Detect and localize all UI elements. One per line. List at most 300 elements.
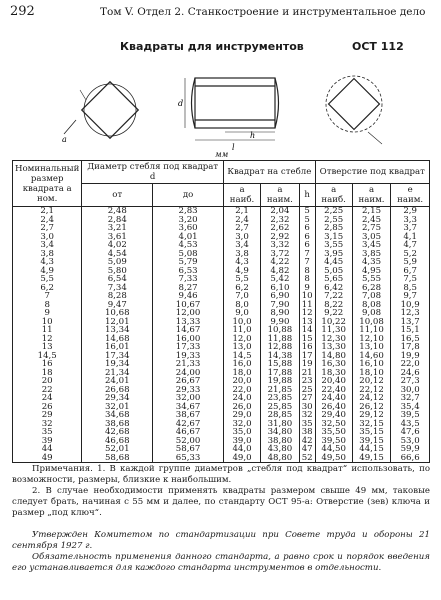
header-from: от xyxy=(82,184,153,207)
table-cell: 10,68 xyxy=(82,309,153,318)
table-cell: 8,5 xyxy=(391,284,430,293)
table-cell: 47 xyxy=(299,445,315,454)
table-cell: 2,15 xyxy=(352,207,391,216)
table-cell: 43,80 xyxy=(261,445,300,454)
table-cell: 10,08 xyxy=(352,318,391,327)
table-cell: 6,90 xyxy=(261,292,300,301)
table-cell: 2,62 xyxy=(261,224,300,233)
table-cell: 34,68 xyxy=(82,411,153,420)
table-cell: 49,0 xyxy=(223,454,260,463)
table-cell: 20,40 xyxy=(315,377,352,386)
table-cell: 7,90 xyxy=(261,301,300,310)
table-cell: 16,01 xyxy=(82,343,153,352)
table-cell: 13 xyxy=(299,318,315,327)
table-cell: 26,68 xyxy=(82,386,153,395)
table-cell: 13,34 xyxy=(82,326,153,335)
table-cell: 3,4 xyxy=(13,241,82,250)
table-cell: 6 xyxy=(299,233,315,242)
table-cell: 21,34 xyxy=(82,369,153,378)
running-title: Том V. Отдел 2. Станкостроение и инструментальное дело xyxy=(100,6,426,18)
table-cell: 32,01 xyxy=(82,403,153,412)
table-cell: 29 xyxy=(13,411,82,420)
table-cell: 9 xyxy=(299,284,315,293)
table-cell: 24,40 xyxy=(315,394,352,403)
table-cell: 53,0 xyxy=(391,437,430,446)
table-cell: 7,08 xyxy=(352,292,391,301)
table-cell: 4,22 xyxy=(261,258,300,267)
table-cell: 14 xyxy=(299,326,315,335)
table-cell: 39 xyxy=(13,437,82,446)
table-cell: 5,09 xyxy=(82,258,153,267)
table-cell: 38 xyxy=(299,428,315,437)
table-cell: 4,54 xyxy=(82,250,153,259)
table-cell: 2,9 xyxy=(391,207,430,216)
table-cell: 19,88 xyxy=(261,377,300,386)
table-cell: 3,4 xyxy=(223,241,260,250)
table-cell: 14,38 xyxy=(261,352,300,361)
table-cell: 35,50 xyxy=(315,428,352,437)
table-cell: 14,67 xyxy=(153,326,224,335)
table-cell: 2,4 xyxy=(13,216,82,225)
table-cell: 12 xyxy=(299,309,315,318)
table-cell: 11,30 xyxy=(315,326,352,335)
table-cell: 17 xyxy=(299,352,315,361)
table-cell: 29,0 xyxy=(223,411,260,420)
header-e-min: e наим. xyxy=(391,184,430,207)
table-cell: 13,7 xyxy=(391,318,430,327)
table-cell: 2,83 xyxy=(153,207,224,216)
table-cell: 6,42 xyxy=(315,284,352,293)
table-cell: 10,9 xyxy=(391,301,430,310)
table-cell: 12,00 xyxy=(153,309,224,318)
table-cell: 13,33 xyxy=(153,318,224,327)
table-cell: 3,20 xyxy=(153,216,224,225)
table-cell: 3,3 xyxy=(391,216,430,225)
table-body xyxy=(13,207,430,463)
table-cell: 5,42 xyxy=(261,275,300,284)
table-cell: 2,1 xyxy=(223,207,260,216)
table-cell: 13,30 xyxy=(315,343,352,352)
table-cell: 11,88 xyxy=(261,335,300,344)
table-cell: 44,0 xyxy=(223,445,260,454)
technical-drawing xyxy=(0,60,441,152)
table-cell: 47,6 xyxy=(391,428,430,437)
table-cell: 9,46 xyxy=(153,292,224,301)
table-cell: 52 xyxy=(299,454,315,463)
table-cell: 5 xyxy=(299,216,315,225)
document-title: Квадраты для инструментов xyxy=(120,40,304,53)
table-cell: 3,55 xyxy=(315,241,352,250)
table-cell: 12,88 xyxy=(261,343,300,352)
table-cell: 4,7 xyxy=(391,241,430,250)
table-cell: 25 xyxy=(299,386,315,395)
table-cell: 4,9 xyxy=(223,267,260,276)
table-cell: 9,08 xyxy=(352,309,391,318)
table-cell: 34,67 xyxy=(153,403,224,412)
header-square-on-stem: Квадрат на стебле xyxy=(223,161,315,184)
table-cell: 8 xyxy=(299,275,315,284)
table-cell: 39,50 xyxy=(315,437,352,446)
table-cell: 7,33 xyxy=(153,275,224,284)
table-cell: 32,50 xyxy=(315,420,352,429)
table-cell: 49 xyxy=(13,454,82,463)
table-cell: 8,28 xyxy=(82,292,153,301)
table-cell: 5 xyxy=(299,207,315,216)
table-cell: 8 xyxy=(13,301,82,310)
table-cell: 22,12 xyxy=(352,386,391,395)
table-cell: 19,9 xyxy=(391,352,430,361)
table-cell: 7,0 xyxy=(223,292,260,301)
table-cell: 7 xyxy=(299,250,315,259)
table-cell: 5,05 xyxy=(315,267,352,276)
table-cell: 4,45 xyxy=(315,258,352,267)
table-cell: 5,79 xyxy=(153,258,224,267)
table-cell: 35,4 xyxy=(391,403,430,412)
table-cell: 17,34 xyxy=(82,352,153,361)
table-cell: 43,5 xyxy=(391,420,430,429)
table-cell: 24,12 xyxy=(352,394,391,403)
table-cell: 5,9 xyxy=(391,258,430,267)
table-cell: 4,95 xyxy=(352,267,391,276)
table-cell: 14,60 xyxy=(352,352,391,361)
table-cell: 2,7 xyxy=(13,224,82,233)
table-cell: 9,90 xyxy=(261,318,300,327)
table-cell: 22,0 xyxy=(223,386,260,395)
header-to: до xyxy=(153,184,224,207)
table-cell: 7 xyxy=(13,292,82,301)
table-cell: 16,5 xyxy=(391,335,430,344)
table-cell: 7,5 xyxy=(391,275,430,284)
table-cell: 4,02 xyxy=(82,241,153,250)
header-square-a-max: a наиб. xyxy=(223,184,260,207)
table-cell: 27 xyxy=(299,394,315,403)
table-cell: 48,80 xyxy=(261,454,300,463)
table-cell: 22 xyxy=(13,386,82,395)
table-cell: 7,34 xyxy=(82,284,153,293)
header-socket-hole: Отверстие под квадрат xyxy=(315,161,429,184)
label-l: l xyxy=(232,143,235,152)
label-d: d xyxy=(178,99,184,108)
table-cell: 29,12 xyxy=(352,411,391,420)
table-cell: 2,84 xyxy=(82,216,153,225)
label-h: h xyxy=(250,131,256,140)
table-cell: 3,45 xyxy=(352,241,391,250)
table-cell: 5,80 xyxy=(82,267,153,276)
table-cell: 30 xyxy=(299,403,315,412)
table-cell: 32,0 xyxy=(223,420,260,429)
table-cell: 13,0 xyxy=(223,343,260,352)
table-cell: 26,67 xyxy=(153,377,224,386)
table-cell: 3,8 xyxy=(223,250,260,259)
table-cell: 35 xyxy=(299,420,315,429)
table-cell: 26 xyxy=(13,403,82,412)
table-cell: 16 xyxy=(299,343,315,352)
note-1: Примечания. 1. В каждой группе диаметров „стебля под квадрат“ использовать, по возможности, размеры, близкие к наибольшим. xyxy=(12,464,430,485)
table-row xyxy=(13,454,430,463)
table-cell: 42,68 xyxy=(82,428,153,437)
table-cell: 46,68 xyxy=(82,437,153,446)
header-stem-diameter: Диаметр стебля под квадрат d xyxy=(82,161,224,184)
table-cell: 66,6 xyxy=(391,454,430,463)
header-square-a-min: a наим. xyxy=(261,184,300,207)
table-cell: 6,53 xyxy=(153,267,224,276)
table-cell: 32 xyxy=(13,420,82,429)
table-cell: 20,0 xyxy=(223,377,260,386)
table-cell: 35,0 xyxy=(223,428,260,437)
table-cell: 3,32 xyxy=(261,241,300,250)
table-cell: 3,85 xyxy=(352,250,391,259)
table-cell: 42 xyxy=(299,437,315,446)
table-cell: 6,7 xyxy=(391,267,430,276)
table-cell: 27,3 xyxy=(391,377,430,386)
table-cell: 22,40 xyxy=(315,386,352,395)
table-cell: 2,48 xyxy=(82,207,153,216)
table-cell: 13,10 xyxy=(352,343,391,352)
socket-section-view xyxy=(326,76,382,144)
table-cell: 10 xyxy=(299,292,315,301)
table-cell: 5,2 xyxy=(391,250,430,259)
table-cell: 10 xyxy=(13,318,82,327)
table-cell: 2,4 xyxy=(223,216,260,225)
table-cell: 59,9 xyxy=(391,445,430,454)
table-cell: 4,35 xyxy=(352,258,391,267)
table-cell: 21,33 xyxy=(153,360,224,369)
table-cell: 7,22 xyxy=(315,292,352,301)
table-cell: 46,67 xyxy=(153,428,224,437)
table-cell: 19,33 xyxy=(153,352,224,361)
table-cell: 8,90 xyxy=(261,309,300,318)
table-cell: 32,7 xyxy=(391,394,430,403)
square-section-view xyxy=(64,82,138,139)
table-cell: 35,15 xyxy=(352,428,391,437)
table-cell: 6 xyxy=(299,241,315,250)
header-nominal-size: Номинальный размер квадрата a ном. xyxy=(13,161,82,207)
table-cell: 38,67 xyxy=(153,411,224,420)
table-cell: 16,10 xyxy=(352,360,391,369)
table-cell: 9,0 xyxy=(223,309,260,318)
table-cell: 38,80 xyxy=(261,437,300,446)
table-cell: 4,9 xyxy=(13,267,82,276)
table-cell: 3,0 xyxy=(13,233,82,242)
table-cell: 42,67 xyxy=(153,420,224,429)
table-cell: 3,61 xyxy=(82,233,153,242)
page-number: 292 xyxy=(10,4,35,19)
table-cell: 13 xyxy=(13,343,82,352)
table-cell: 2,85 xyxy=(315,224,352,233)
table-cell: 17,33 xyxy=(153,343,224,352)
table-cell: 5,5 xyxy=(13,275,82,284)
table-cell: 22,0 xyxy=(391,360,430,369)
table-cell: 3,7 xyxy=(391,224,430,233)
header-hole-a-max: a наиб. xyxy=(315,184,352,207)
table-cell: 24,0 xyxy=(223,394,260,403)
table-cell: 4,82 xyxy=(261,267,300,276)
table-cell: 3,8 xyxy=(13,250,82,259)
table-cell: 14,5 xyxy=(223,352,260,361)
table-cell: 26,40 xyxy=(315,403,352,412)
table-cell: 6,10 xyxy=(261,284,300,293)
table-cell: 44 xyxy=(13,445,82,454)
table-cell: 12,10 xyxy=(352,335,391,344)
table-cell: 2,55 xyxy=(315,216,352,225)
table-cell: 8 xyxy=(299,267,315,276)
table-cell: 23 xyxy=(299,377,315,386)
table-cell: 6,2 xyxy=(13,284,82,293)
table-cell: 65,33 xyxy=(153,454,224,463)
table-cell: 10,22 xyxy=(315,318,352,327)
table-cell: 8,22 xyxy=(315,301,352,310)
note-2: 2. В случае необходимости применять квадраты размером свыше 49 мм, таковые следует брать, начиная с 55 мм и далее, по стандарту ОСТ 95-а: Отверстие (зев) ключа и размер „под ключ“. xyxy=(12,486,430,518)
table-cell: 9,47 xyxy=(82,301,153,310)
table-cell: 6 xyxy=(299,224,315,233)
table-cell: 29,40 xyxy=(315,411,352,420)
table-cell: 19,34 xyxy=(82,360,153,369)
table-cell: 14,80 xyxy=(315,352,352,361)
table-cell: 2,45 xyxy=(352,216,391,225)
table-cell: 16,30 xyxy=(315,360,352,369)
dimensions-table xyxy=(12,160,430,463)
unit-label: мм xyxy=(215,150,229,159)
obligation-text: Обязательность применения данного стандарта, а равно срок и порядок введения его устанавливается для каждого стандарта инструментов в отдельности. xyxy=(12,552,430,573)
table-cell: 18,30 xyxy=(315,369,352,378)
stem-side-view xyxy=(185,78,279,140)
table-cell: 3,95 xyxy=(315,250,352,259)
table-cell: 15 xyxy=(299,335,315,344)
page-header xyxy=(10,4,430,22)
table-cell: 49,50 xyxy=(315,454,352,463)
notes xyxy=(12,464,430,519)
header-h: h xyxy=(299,184,315,207)
table-cell: 15,1 xyxy=(391,326,430,335)
table-cell: 3,72 xyxy=(261,250,300,259)
table-cell: 25,85 xyxy=(261,403,300,412)
table-cell: 28,85 xyxy=(261,411,300,420)
table-cell: 2,04 xyxy=(261,207,300,216)
table-cell: 5,5 xyxy=(223,275,260,284)
table-cell: 3,15 xyxy=(315,233,352,242)
table-cell: 16 xyxy=(13,360,82,369)
table-cell: 21,85 xyxy=(261,386,300,395)
table-cell: 10,67 xyxy=(153,301,224,310)
table-cell: 11,10 xyxy=(352,326,391,335)
table-cell: 18 xyxy=(13,369,82,378)
table-cell: 24,01 xyxy=(82,377,153,386)
table-cell: 26,12 xyxy=(352,403,391,412)
table-cell: 4,53 xyxy=(153,241,224,250)
label-a: a xyxy=(62,135,67,144)
table-cell: 18,0 xyxy=(223,369,260,378)
table-cell: 8,27 xyxy=(153,284,224,293)
table-cell: 21 xyxy=(299,369,315,378)
table-cell: 5,55 xyxy=(352,275,391,284)
table-cell: 2,32 xyxy=(261,216,300,225)
table-cell: 17,8 xyxy=(391,343,430,352)
table-cell: 49,15 xyxy=(352,454,391,463)
table-cell: 6,54 xyxy=(82,275,153,284)
table-cell: 19 xyxy=(299,360,315,369)
table-cell: 12,3 xyxy=(391,309,430,318)
approval-text: Утвержден Комитетом по стандартизации при Совете труда и обороны 21 сентября 1927 г. xyxy=(12,530,430,551)
table-cell: 20 xyxy=(13,377,82,386)
table-cell: 11,0 xyxy=(223,326,260,335)
table-cell: 24,6 xyxy=(391,369,430,378)
table-cell: 11 xyxy=(299,301,315,310)
table-cell: 10,0 xyxy=(223,318,260,327)
table-cell: 29,34 xyxy=(82,394,153,403)
table-cell: 58,67 xyxy=(153,445,224,454)
footer xyxy=(12,530,430,574)
table-cell: 15,88 xyxy=(261,360,300,369)
table-cell: 29,33 xyxy=(153,386,224,395)
table-cell: 7 xyxy=(299,258,315,267)
header-hole-a-min: a наим. xyxy=(352,184,391,207)
table-cell: 34,80 xyxy=(261,428,300,437)
table-cell: 31,80 xyxy=(261,420,300,429)
table-cell: 2,1 xyxy=(13,207,82,216)
table-cell: 3,0 xyxy=(223,233,260,242)
table-cell: 23,85 xyxy=(261,394,300,403)
table-cell: 9,22 xyxy=(315,309,352,318)
table-cell: 32,15 xyxy=(352,420,391,429)
table-cell: 4,3 xyxy=(13,258,82,267)
table-cell: 39,15 xyxy=(352,437,391,446)
table-cell: 4,1 xyxy=(391,233,430,242)
table-cell: 3,60 xyxy=(153,224,224,233)
table-cell: 17,88 xyxy=(261,369,300,378)
table-cell: 9,7 xyxy=(391,292,430,301)
table-cell: 24 xyxy=(13,394,82,403)
table-cell: 58,68 xyxy=(82,454,153,463)
table-cell: 6,28 xyxy=(352,284,391,293)
table-cell: 39,5 xyxy=(391,411,430,420)
table-cell: 24,00 xyxy=(153,369,224,378)
table-cell: 12 xyxy=(13,335,82,344)
table-cell: 20,12 xyxy=(352,377,391,386)
table-cell: 14,5 xyxy=(13,352,82,361)
table-cell: 32,00 xyxy=(153,394,224,403)
table-cell: 6,2 xyxy=(223,284,260,293)
table-cell: 3,05 xyxy=(352,233,391,242)
table-cell: 12,30 xyxy=(315,335,352,344)
table-cell: 38,68 xyxy=(82,420,153,429)
table-cell: 2,92 xyxy=(261,233,300,242)
table-cell: 26,0 xyxy=(223,403,260,412)
table-cell: 4,3 xyxy=(223,258,260,267)
table-cell: 30,0 xyxy=(391,386,430,395)
table-cell: 18,10 xyxy=(352,369,391,378)
table-cell: 8,08 xyxy=(352,301,391,310)
table-cell: 35 xyxy=(13,428,82,437)
table-cell: 44,15 xyxy=(352,445,391,454)
table-cell: 16,00 xyxy=(153,335,224,344)
standard-number: ОСТ 112 xyxy=(352,40,404,53)
table-cell: 2,7 xyxy=(223,224,260,233)
table-cell: 9 xyxy=(13,309,82,318)
table-cell: 52,01 xyxy=(82,445,153,454)
table-cell: 5,08 xyxy=(153,250,224,259)
table-cell: 39,0 xyxy=(223,437,260,446)
table-cell: 5,65 xyxy=(315,275,352,284)
table-cell: 4,01 xyxy=(153,233,224,242)
table-cell: 52,00 xyxy=(153,437,224,446)
table-cell: 10,88 xyxy=(261,326,300,335)
table-cell: 12,01 xyxy=(82,318,153,327)
table-cell: 16,0 xyxy=(223,360,260,369)
table-cell: 8,0 xyxy=(223,301,260,310)
table-cell: 2,75 xyxy=(352,224,391,233)
table-cell: 11 xyxy=(13,326,82,335)
table-cell: 2,25 xyxy=(315,207,352,216)
